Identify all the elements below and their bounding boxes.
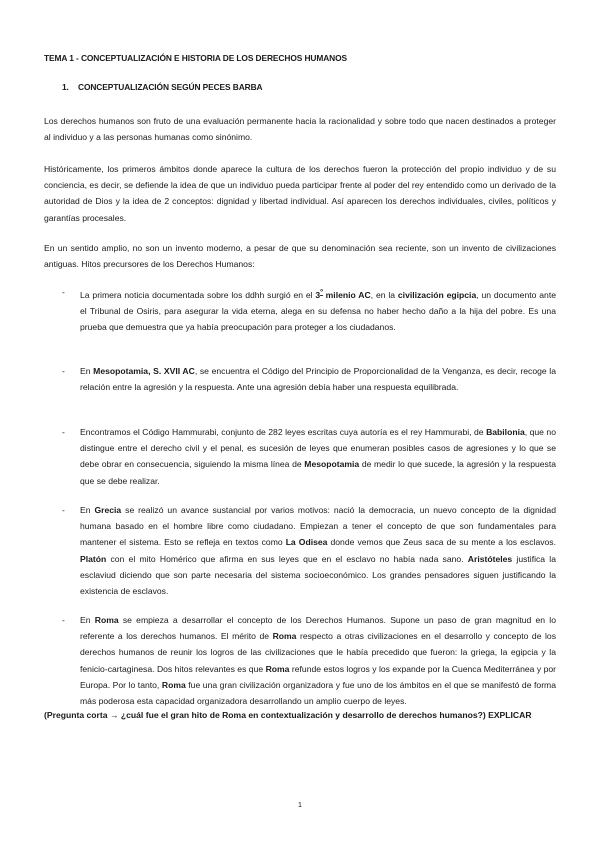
- section-title: CONCEPTUALIZACIÓN SEGÚN PECES BARBA: [78, 82, 263, 92]
- bullet-rome: En Roma se empieza a desarrollar el concepto de los Derechos Humanos. Supone un paso de gran magnitud en lo referente a los derechos humanos. El mérito de Roma respecto a otras civilizaciones en el desarrollo y concepto de los derechos humanos de reunir los logros de las civilizaciones que le había precedido que fueron: la griega, la egipcia y la fenicio-cartaginesa. Dos hitos relevantes es que Roma refunde estos logros y los expande por la Cuenca Mediterránea y por Europa. Por lo tanto, Roma fue una gran civilización organizadora y fue uno de los ámbitos en el que se manifestó de forma más poderosa esta capacidad organizadora desarrollando un amplio cuerpo de leyes.: [80, 615, 556, 707]
- section-number: 1.: [62, 82, 69, 92]
- bullet-marker: -: [62, 366, 65, 376]
- paragraph-precursors: En un sentido amplio, no son un invento moderno, a pesar de que su denominación sea reciente, son un invento de civilizaciones antiguas. Hitos precursores de los Derechos Humanos:: [44, 243, 556, 270]
- bullet-hammurabi: Encontramos el Código Hammurabi, conjunto de 282 leyes escritas cuya autoría es el rey Hammurabi, de Babilonia, que no distingue entre el derecho civil y el penal, es sucesión de leyes que enumeran posibles casos de agresiones y lo que se debe obrar en consecuencia, siguiendo la misma línea de Mesopotamia de medir lo que sucede, la agresión y la respuesta que se debe realizar.: [80, 427, 556, 486]
- bullet-egypt: La primera noticia documentada sobre los ddhh surgió en el $3^º$ milenio AC, en la civilización egipcia, un documento ante el Tribunal de Osiris, para asegurar la vida eterna, alega en su defensa no haber hecho daño a la hija del pobre. Es una prueba que demuestra que ya había preocupación para proteger a los ciudadanos.: [80, 288, 556, 333]
- bullet-marker: -: [62, 427, 65, 437]
- bullet-marker: -: [62, 287, 65, 297]
- bullet-greece: En Grecia se realizó un avance sustancial por varios motivos: nació la democracia, un nuevo concepto de la dignidad humana basado en el hombre libre como ciudadano. Empiezan a tener el concepto de que son fundamentales para mantener el sistema. Esto se refleja en textos como La Odisea donde vemos que Zeus saca de su mente a los esclavos. Platón con el mito Homérico que afirma en sus leyes que en el esclavo no había nada sano. Aristóteles justifica la esclaviud diciendo que son parte necesaria del sistema socioeconómico. Los grandes pensadores siguen justificando la existencia de esclavos.: [80, 505, 556, 597]
- paragraph-intro: Los derechos humanos son fruto de una evaluación permanente hacia la racionalidad y sobre todo que nacen destinados a proteger al individuo y a las personas humanas como sinónimo.: [44, 116, 556, 143]
- bullet-mesopotamia: En Mesopotamia, S. XVII AC, se encuentra el Código del Principio de Proporcionalidad de la Venganza, es decir, recoge la relación entre la agresión y la respuesta. Ante una agresión debía haber una respuesta equilibrada.: [80, 366, 556, 393]
- paragraph-history: Históricamente, los primeros ámbitos donde aparece la cultura de los derechos fueron la protección del propio individuo y de su conciencia, es decir, se defiende la idea de que un individuo pueda participar frente al poder del rey entendido como un derivado de la autoridad de Dios y la idea de 2 conceptos: dignidad y libertad individual. Así aparecen los derechos individuales, civiles, políticos y garantías procesales.: [44, 164, 556, 223]
- document-title: TEMA 1 - CONCEPTUALIZACIÓN E HISTORIA DE LOS DERECHOS HUMANOS: [44, 53, 348, 63]
- short-question: (Pregunta corta → ¿cuál fue el gran hito de Roma en contextualización y desarrollo de derechos humanos?) EXPLICAR: [44, 710, 532, 720]
- page-number: 1: [297, 800, 303, 809]
- bullet-marker: -: [62, 615, 65, 625]
- section-heading: [62, 82, 262, 92]
- bullet-marker: -: [62, 505, 65, 515]
